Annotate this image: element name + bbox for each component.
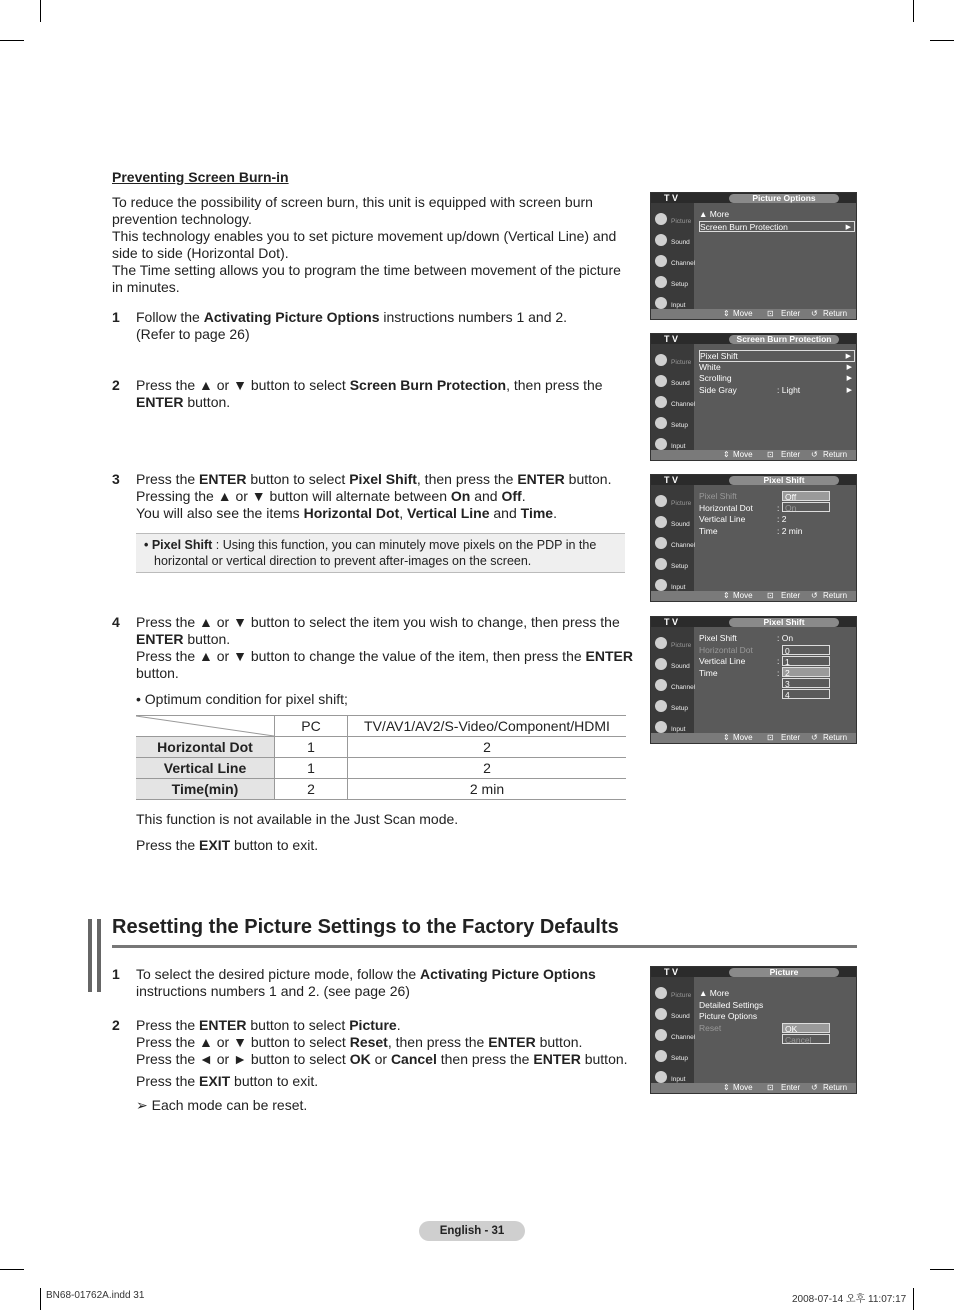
pixel-shift-table: [136, 715, 626, 800]
move-icon: ⇕: [723, 733, 730, 742]
crop-mark: [930, 1269, 954, 1270]
file-name: BN68-01762A.indd 31: [46, 1290, 145, 1301]
bold-text: Pixel Shift: [349, 471, 417, 487]
option-off[interactable]: Off: [782, 491, 830, 501]
move-icon: ⇕: [723, 309, 730, 318]
crop-mark: [40, 1288, 41, 1310]
menu-label: Vertical Line: [699, 514, 746, 524]
enter-icon: ⊡: [767, 1083, 774, 1092]
footer-label: Enter: [781, 1083, 801, 1092]
move-icon: ⇕: [723, 1083, 730, 1092]
tv-sidebar: [651, 344, 694, 450]
channel-icon: [655, 396, 667, 408]
text: and: [470, 488, 502, 504]
bold-text: ENTER: [199, 471, 247, 487]
bold-text: Screen Burn Protection: [349, 377, 507, 393]
tv-screen-pixel-shift-toggle: [650, 474, 857, 602]
return-icon: ↺: [811, 450, 818, 459]
menu-value: : 2: [777, 514, 787, 524]
footer-label: Return: [823, 309, 848, 318]
side-label: Input: [671, 302, 686, 309]
channel-icon: [655, 679, 667, 691]
availability-note: This function is not available in the Just Scan mode.: [136, 811, 459, 827]
row-label: Horizontal Dot: [136, 737, 275, 758]
move-icon: ⇕: [723, 450, 730, 459]
tv-menu: [699, 350, 855, 396]
side-label: Sound: [671, 1013, 690, 1020]
menu-label: Side Gray: [699, 384, 737, 395]
enter-icon: ⊡: [767, 733, 774, 742]
bold-text: EXIT: [199, 837, 231, 853]
channel-icon: [655, 1029, 667, 1041]
tv-screen-pixel-shift-values: [650, 616, 857, 744]
menu-label: ▲ More: [699, 988, 730, 998]
picture-icon: [655, 637, 667, 649]
table-cell: 2: [275, 779, 348, 800]
page-number: English - 31: [419, 1221, 525, 1241]
text: button.: [535, 1034, 583, 1050]
text: instructions numbers 1 and 2.: [379, 309, 568, 325]
note-text: horizontal or vertical direction to prevent after-images on the screen.: [154, 554, 532, 568]
tv-screen-picture-reset: [650, 966, 857, 1094]
side-label: Input: [671, 584, 686, 591]
menu-item-selected[interactable]: [699, 221, 855, 233]
footer-label: Move: [733, 733, 753, 742]
tv-footer: [651, 450, 856, 460]
menu-label: Pixel Shift: [699, 633, 737, 643]
menu-label: Horizontal Dot: [699, 644, 753, 655]
step-number: 1: [112, 309, 120, 325]
bullet-text: • Optimum condition for pixel shift;: [136, 691, 348, 707]
footer-label: Enter: [781, 309, 801, 318]
intro-line: The Time setting allows you to program the time between movement of the picture: [112, 262, 621, 278]
menu-label: Pixel Shift: [700, 351, 738, 361]
step-number: 3: [112, 471, 120, 487]
menu-item[interactable]: [699, 514, 855, 526]
tv-sidebar: [651, 485, 694, 591]
heading-rule: [112, 945, 857, 948]
dropdown-list[interactable]: [782, 1023, 830, 1045]
dropdown-list[interactable]: [782, 491, 830, 513]
sound-icon: [655, 1008, 667, 1020]
side-label: Sound: [671, 663, 690, 670]
menu-item[interactable]: [699, 491, 855, 503]
tv-label: T V: [664, 475, 679, 485]
screen-title: Picture Options: [729, 194, 839, 203]
menu-item[interactable]: [699, 633, 855, 645]
screen-title: Pixel Shift: [729, 476, 839, 485]
crop-mark: [0, 1269, 24, 1270]
menu-value: :: [777, 656, 780, 666]
side-label: Picture: [671, 218, 692, 225]
table-cell: 1: [275, 758, 348, 779]
menu-label: Reset: [699, 1022, 722, 1033]
setup-icon: [655, 558, 667, 570]
text: To select the desired picture mode, follow the: [136, 966, 421, 982]
option-cancel[interactable]: Cancel: [782, 1034, 830, 1044]
move-icon: ⇕: [723, 591, 730, 600]
menu-value: :: [777, 502, 780, 513]
tip-text: ➢ Each mode can be reset.: [136, 1097, 308, 1113]
side-label: Channel: [671, 1034, 696, 1041]
screen-title: Pixel Shift: [729, 618, 839, 627]
sound-icon: [655, 658, 667, 670]
screen-title: Picture: [729, 968, 839, 977]
return-icon: ↺: [811, 309, 818, 318]
row-label: Vertical Line: [136, 758, 275, 779]
text: button.: [183, 394, 231, 410]
option-0[interactable]: 0: [782, 645, 830, 655]
section-heading: Resetting the Picture Settings to the Factory Defaults: [112, 916, 619, 938]
table-row: [136, 758, 626, 779]
menu-value: : On: [777, 633, 794, 643]
side-label: Setup: [671, 422, 688, 429]
note-label: • Pixel Shift: [144, 538, 213, 552]
setup-icon: [655, 1050, 667, 1062]
side-label: Channel: [671, 684, 696, 691]
tv-footer: [651, 1083, 856, 1093]
section-title: Preventing Screen Burn-in: [112, 169, 289, 185]
bold-text: Reset: [349, 1034, 388, 1050]
menu-label: Scrolling: [699, 373, 732, 383]
menu-item[interactable]: [699, 668, 855, 680]
tv-screen-burn-protection: [650, 333, 857, 461]
text: , then press the: [416, 471, 518, 487]
text: Follow the: [136, 309, 204, 325]
bold-text: ENTER: [136, 394, 184, 410]
footer-label: Move: [733, 1083, 753, 1092]
return-icon: ↺: [811, 1083, 818, 1092]
menu-label: Picture Options: [699, 1011, 758, 1021]
text: button.: [564, 471, 612, 487]
menu-item[interactable]: [699, 1011, 855, 1023]
menu-label: Time: [699, 525, 718, 536]
bold-text: Off: [501, 488, 522, 504]
intro-line: side to side (Horizontal Dot).: [112, 245, 289, 261]
tv-footer: [651, 591, 856, 601]
channel-icon: [655, 255, 667, 267]
text: button.: [136, 665, 179, 681]
menu-item[interactable]: [699, 988, 855, 1000]
screen-title: Screen Burn Protection: [729, 335, 839, 344]
tv-label: T V: [664, 334, 679, 344]
tv-menu: [699, 633, 855, 679]
tv-label: T V: [664, 193, 679, 203]
menu-value: : Light: [777, 384, 801, 395]
side-label: Sound: [671, 521, 690, 528]
bold-text: ENTER: [517, 471, 565, 487]
footer-label: Return: [823, 591, 848, 600]
arrow-right-icon: ▶: [846, 363, 852, 371]
menu-item[interactable]: [699, 385, 855, 397]
side-label: Channel: [671, 542, 696, 549]
exit-instruction: [136, 837, 318, 854]
menu-value: : 2 min: [777, 525, 803, 536]
picture-icon: [655, 213, 667, 225]
option-on[interactable]: On: [782, 502, 830, 512]
text: Press the: [136, 837, 200, 853]
menu-item[interactable]: [699, 373, 855, 385]
table-row: [136, 737, 626, 758]
side-label: Setup: [671, 1055, 688, 1062]
bold-text: Vertical Line: [407, 505, 490, 521]
enter-icon: ⊡: [767, 591, 774, 600]
table-cell: 2: [348, 758, 627, 779]
bold-text: OK: [349, 1051, 371, 1067]
side-label: Picture: [671, 359, 692, 366]
intro-line: This technology enables you to set picture movement up/down (Vertical Line) and: [112, 228, 617, 244]
side-label: Input: [671, 443, 686, 450]
text: .: [521, 488, 526, 504]
note-box: [136, 533, 625, 573]
side-label: Sound: [671, 380, 690, 387]
bold-text: Horizontal Dot: [303, 505, 400, 521]
text: button to select: [246, 471, 350, 487]
option-2[interactable]: 2: [782, 667, 830, 677]
bold-text: ENTER: [199, 1017, 247, 1033]
text: Press the ▲ or ▼ button to select: [136, 1034, 350, 1050]
tv-footer: [651, 309, 856, 319]
menu-item[interactable]: [699, 645, 855, 657]
text: Press the ◄ or ► button to select: [136, 1051, 350, 1067]
crop-mark: [913, 0, 914, 22]
menu-item-selected[interactable]: [699, 350, 855, 362]
bold-text: ENTER: [585, 648, 633, 664]
tv-label: T V: [664, 967, 679, 977]
text: button.: [580, 1051, 628, 1067]
text: Press the ▲ or ▼ button to select: [136, 377, 350, 393]
menu-item[interactable]: [699, 209, 855, 221]
bold-text: EXIT: [199, 1073, 231, 1089]
menu-item[interactable]: [699, 503, 855, 515]
text: Press the: [136, 1073, 200, 1089]
setup-icon: [655, 417, 667, 429]
picture-icon: [655, 354, 667, 366]
intro-line: prevention technology.: [112, 211, 252, 227]
footer-label: Enter: [781, 591, 801, 600]
menu-label: Screen Burn Protection: [700, 221, 788, 232]
menu-label: Pixel Shift: [699, 491, 737, 501]
text: then press the: [436, 1051, 534, 1067]
step-number: 2: [112, 1017, 120, 1033]
text: Press the: [136, 1017, 200, 1033]
bold-text: ENTER: [533, 1051, 581, 1067]
text: Press the: [136, 471, 200, 487]
table-header: PC: [275, 716, 348, 737]
tv-screen-picture-options: [650, 192, 857, 320]
row-label: Time(min): [136, 779, 275, 800]
menu-item[interactable]: [699, 362, 855, 374]
input-icon: [655, 297, 667, 309]
picture-icon: [655, 987, 667, 999]
bold-text: Activating Picture Options: [203, 309, 380, 325]
side-label: Channel: [671, 401, 696, 408]
table-row: [136, 779, 626, 800]
bold-text: On: [450, 488, 471, 504]
menu-item[interactable]: [699, 526, 855, 538]
footer-label: Enter: [781, 733, 801, 742]
return-icon: ↺: [811, 591, 818, 600]
step-number: 1: [112, 966, 120, 982]
text: button to select: [246, 1017, 350, 1033]
arrow-right-icon: ▶: [846, 386, 852, 394]
crop-mark: [930, 40, 954, 41]
side-label: Setup: [671, 563, 688, 570]
diagonal-line: [136, 716, 274, 736]
tv-menu: [699, 988, 855, 1034]
menu-item[interactable]: [699, 1000, 855, 1012]
text: button to exit.: [230, 1073, 319, 1089]
intro-line: To reduce the possibility of screen burn, this unit is equipped with screen burn: [112, 194, 593, 210]
side-label: Input: [671, 726, 686, 733]
enter-icon: ⊡: [767, 450, 774, 459]
text: button to exit.: [230, 837, 319, 853]
text: instructions numbers 1 and 2. (see page 26): [136, 983, 410, 999]
table-cell: 2: [348, 737, 627, 758]
bold-text: ENTER: [136, 631, 184, 647]
bold-text: Activating Picture Options: [420, 966, 596, 982]
tv-sidebar: [651, 627, 694, 733]
crop-mark: [913, 1288, 914, 1310]
text: You will also see the items: [136, 505, 304, 521]
table-cell: 1: [275, 737, 348, 758]
text: and: [489, 505, 521, 521]
note-text: : Using this function, you can minutely move pixels on the PDP in the: [212, 538, 597, 552]
picture-icon: [655, 495, 667, 507]
setup-icon: [655, 700, 667, 712]
menu-label: ▲ More: [699, 209, 730, 219]
text: , then press the: [506, 377, 603, 393]
side-label: Picture: [671, 642, 692, 649]
footer-label: Enter: [781, 450, 801, 459]
text: Pressing the ▲ or ▼ button will alternate between: [136, 488, 451, 504]
side-label: Setup: [671, 705, 688, 712]
option-4[interactable]: 4: [782, 689, 830, 699]
bold-text: ENTER: [488, 1034, 536, 1050]
dropdown-list[interactable]: [782, 645, 830, 700]
tv-menu: [699, 209, 855, 232]
option-3[interactable]: 3: [782, 678, 830, 688]
option-1[interactable]: 1: [782, 656, 830, 666]
text: Press the ▲ or ▼ button to change the value of the item, then press the: [136, 648, 586, 664]
enter-icon: ⊡: [767, 309, 774, 318]
menu-label: Horizontal Dot: [699, 502, 753, 513]
crop-mark: [40, 0, 41, 22]
text: .: [553, 505, 557, 521]
text: , then press the: [387, 1034, 489, 1050]
tv-footer: [651, 733, 856, 743]
footer-label: Return: [823, 450, 848, 459]
arrow-right-icon: ▶: [845, 223, 851, 231]
footer-label: Return: [823, 733, 848, 742]
input-icon: [655, 579, 667, 591]
text: .: [396, 1017, 401, 1033]
sound-icon: [655, 375, 667, 387]
return-icon: ↺: [811, 733, 818, 742]
heading-bar: [88, 919, 101, 992]
menu-item[interactable]: [699, 656, 855, 668]
text: ,: [399, 505, 408, 521]
bold-text: Cancel: [390, 1051, 437, 1067]
step-number: 2: [112, 377, 120, 393]
side-label: Picture: [671, 992, 692, 999]
text: (Refer to page 26): [136, 326, 250, 342]
side-label: Sound: [671, 239, 690, 246]
setup-icon: [655, 276, 667, 288]
tv-sidebar: [651, 977, 694, 1083]
option-ok[interactable]: OK: [782, 1023, 830, 1033]
intro-paragraph: [112, 194, 627, 296]
menu-label: Detailed Settings: [699, 999, 764, 1010]
footer-label: Move: [733, 309, 753, 318]
tv-menu: [699, 491, 855, 537]
crop-mark: [0, 40, 24, 41]
channel-icon: [655, 537, 667, 549]
tv-sidebar: [651, 203, 694, 309]
menu-label: White: [699, 361, 721, 372]
intro-line: in minutes.: [112, 279, 180, 295]
input-icon: [655, 1071, 667, 1083]
text: Press the ▲ or ▼ button to select the item you wish to change, then press the: [136, 614, 620, 630]
menu-value: :: [777, 667, 780, 678]
table-corner: [136, 716, 275, 737]
input-icon: [655, 438, 667, 450]
footer-label: Return: [823, 1083, 848, 1092]
sound-icon: [655, 516, 667, 528]
arrow-right-icon: ▶: [845, 353, 851, 360]
step-number: 4: [112, 614, 120, 630]
side-label: Setup: [671, 281, 688, 288]
menu-item[interactable]: [699, 1023, 855, 1035]
sound-icon: [655, 234, 667, 246]
tv-label: T V: [664, 617, 679, 627]
menu-label: Time: [699, 667, 718, 678]
input-icon: [655, 721, 667, 733]
arrow-right-icon: ▶: [846, 375, 852, 382]
bold-text: Time: [520, 505, 554, 521]
menu-label: Vertical Line: [699, 656, 746, 666]
side-label: Channel: [671, 260, 696, 267]
table-header: TV/AV1/AV2/S-Video/Component/HDMI: [348, 716, 627, 737]
print-date: 2008-07-14 오후 11:07:17: [792, 1294, 907, 1305]
bold-text: Picture: [349, 1017, 397, 1033]
side-label: Picture: [671, 500, 692, 507]
table-cell: 2 min: [348, 779, 627, 800]
text: or: [370, 1051, 391, 1067]
text: button.: [183, 631, 231, 647]
side-label: Input: [671, 1076, 686, 1083]
footer-label: Move: [733, 450, 753, 459]
footer-label: Move: [733, 591, 753, 600]
